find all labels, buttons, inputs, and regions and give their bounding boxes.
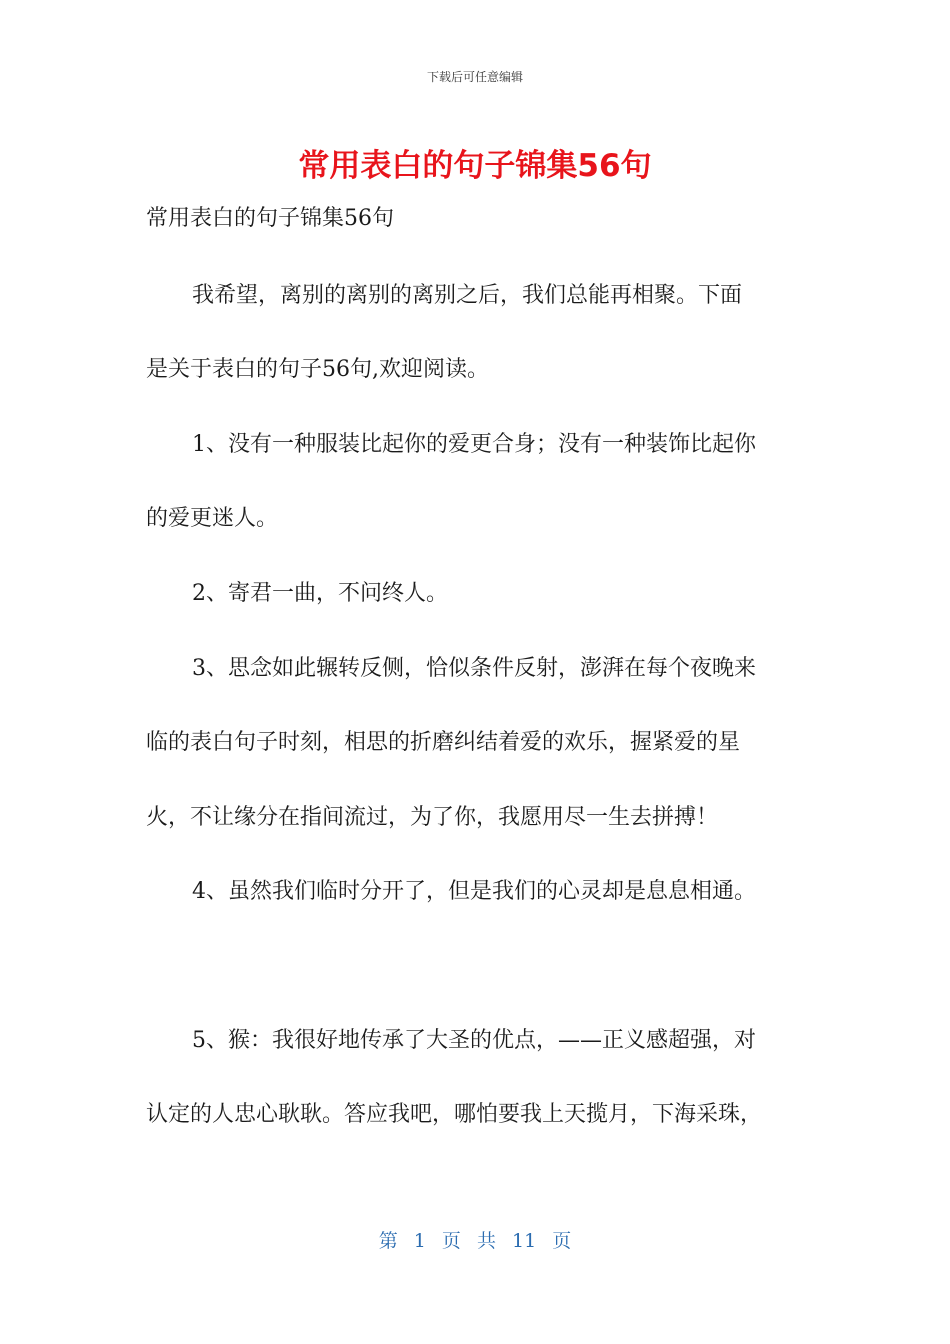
item-3-line-3: 火，不让缘分在指间流过，为了你，我愿用尽一生去拼搏！: [146, 805, 719, 830]
document-subtitle: 常用表白的句子锦集56句: [146, 206, 394, 231]
item-1-line-1: 1、没有一种服装比起你的爱更合身；没有一种装饰比起你: [192, 432, 756, 457]
document-title: 常用表白的句子锦集56句: [298, 148, 652, 184]
page-header-note: 下载后可任意编辑: [426, 70, 523, 84]
item-5-line-2: 认定的人忠心耿耿。答应我吧，哪怕要我上天揽月，下海采珠，: [146, 1102, 763, 1127]
intro-line-2: 是关于表白的句子56句,欢迎阅读。: [146, 357, 489, 382]
item-1-line-2: 的爱更迷人。: [146, 506, 279, 531]
item-3-line-2: 临的表白句子时刻，相思的折磨纠结着爱的欢乐，握紧爱的星: [146, 730, 741, 755]
item-2-line-1: 2、寄君一曲，不问终人。: [192, 581, 448, 606]
page-number-footer: 第 1 页 共 11 页: [378, 1230, 572, 1252]
item-5-line-1: 5、猴：我很好地传承了大圣的优点，——正义感超强，对: [192, 1028, 756, 1053]
intro-line-1: 我希望，离别的离别的离别之后，我们总能再相聚。下面: [192, 283, 743, 308]
item-3-line-1: 3、思念如此辗转反侧，恰似条件反射，澎湃在每个夜晚来: [192, 656, 756, 681]
item-4-line-1: 4、虽然我们临时分开了，但是我们的心灵却是息息相通。: [192, 879, 756, 904]
